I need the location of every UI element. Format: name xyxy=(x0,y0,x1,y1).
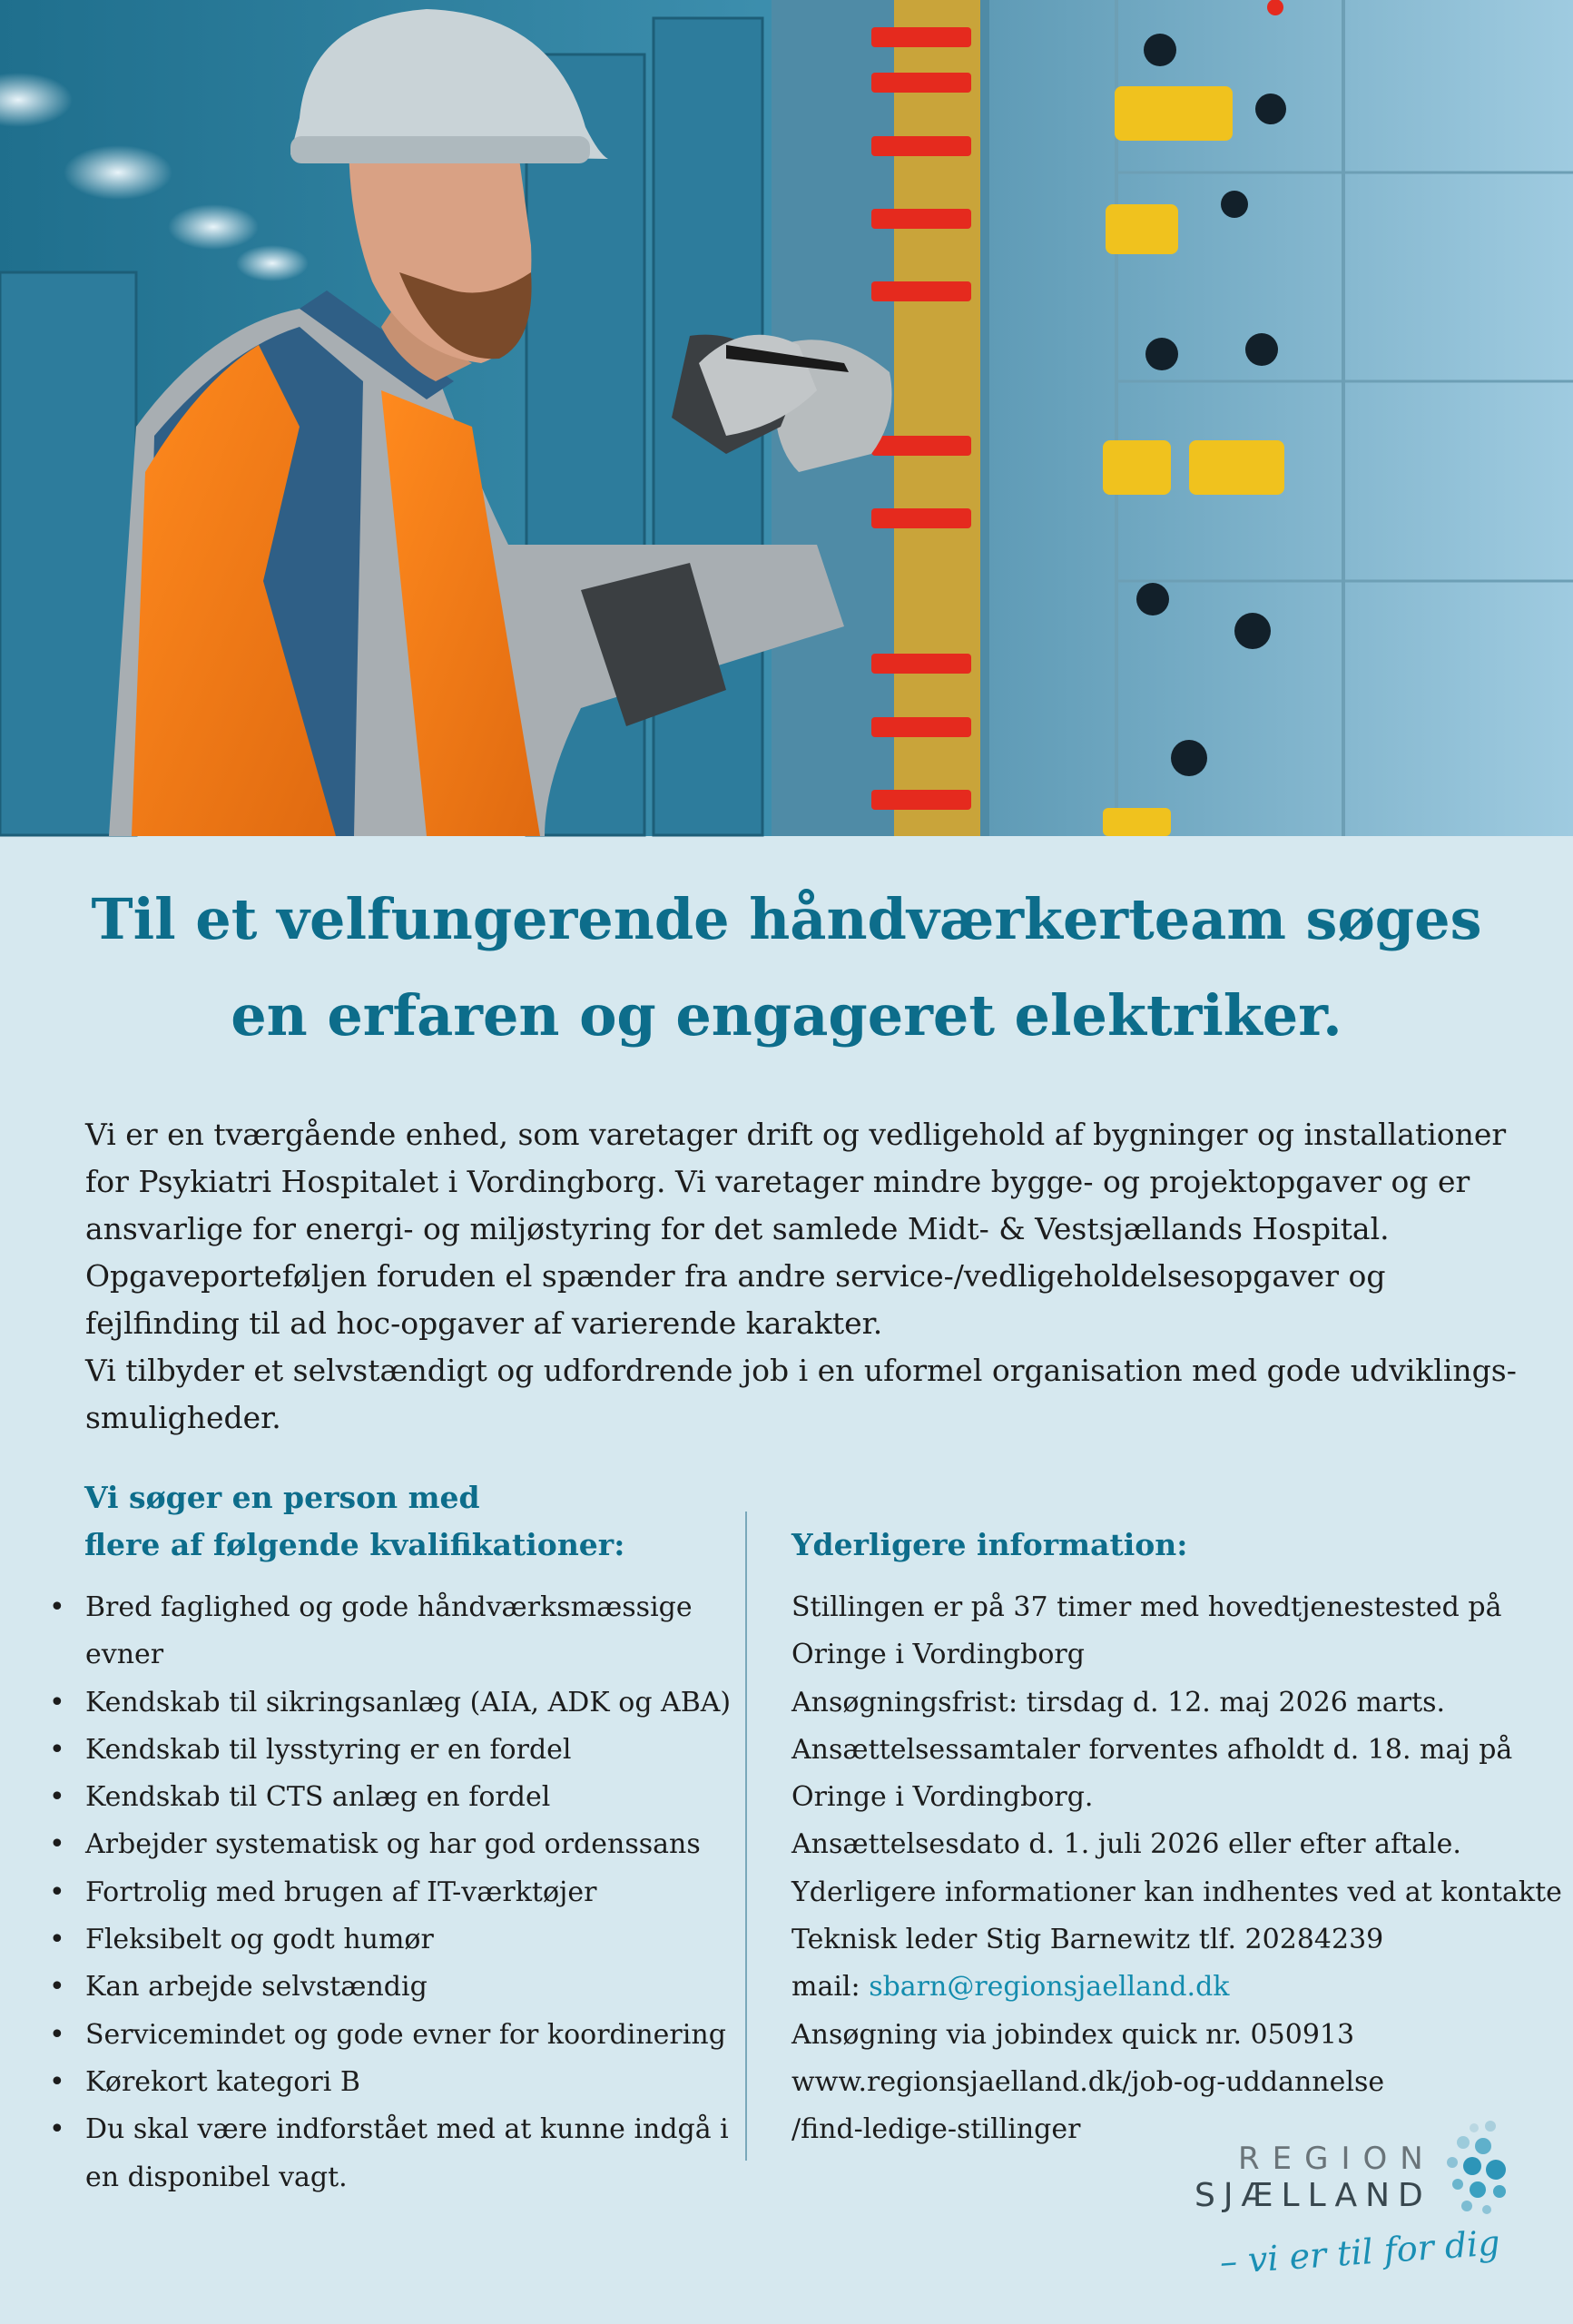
qualifications-list xyxy=(44,1584,742,2201)
info-line: Oringe i Vordingborg xyxy=(791,1639,1085,1671)
bullet-icon: • xyxy=(49,2065,65,2098)
info-line: Oringe i Vordingborg. xyxy=(791,1781,1094,1814)
application-line: Ansøgning via jobindex quick nr. 050913 xyxy=(791,2018,1355,2051)
intro-text xyxy=(85,1111,1519,1442)
headline-line-2: en erfaren og engageret elektriker. xyxy=(231,982,1342,1049)
bullet-icon: • xyxy=(49,2113,65,2146)
qualification-text: Bred faglighed og gode håndværksmæssige evner xyxy=(85,1591,693,1671)
bullet-icon: • xyxy=(49,1781,65,1814)
logo-tagline-text: – vi er til for dig xyxy=(1218,2222,1501,2282)
bullet-icon: • xyxy=(49,1876,65,1908)
logo-dots-icon xyxy=(1430,2115,1525,2233)
column-divider xyxy=(745,1512,747,2161)
info-line: Ansøgningsfrist: tirsdag d. 12. maj 2026 marts. xyxy=(791,1686,1446,1718)
info-line: Teknisk leder Stig Barnewitz tlf. 20284239 xyxy=(791,1924,1384,1956)
info-block xyxy=(791,1584,1562,2154)
qualification-text: Fortrolig med brugen af IT-værktøjer xyxy=(85,1876,597,1908)
info-line: Ansættelsessamtaler forventes afholdt d. 18. maj på xyxy=(791,1733,1513,1766)
qualification-item xyxy=(44,1584,742,1679)
info-heading: Yderligere information: xyxy=(791,1527,1188,1562)
intro-paragraph-1: Vi er en tværgående enhed, som varetager drift og vedligehold af bygninger og installationer for Psykiatri Hospitalet i Vordingborg. Vi varetager mindre bygge- og projektopgaver og er ansvarlige for energi- og miljøstyring for det samlede Midt- & Vestsjællands Hospital. Opgaveporteføljen foruden el spænder fra andre service-/vedligeholdelsesopgaver og fejlfinding til ad hoc-opgaver af varierende karakter. xyxy=(85,1117,1507,1341)
qualifications-heading xyxy=(84,1474,774,1569)
qualification-item xyxy=(44,2106,742,2201)
bullet-icon: • xyxy=(49,1591,65,1623)
logo-tagline xyxy=(1216,2222,1501,2288)
info-line: Stillingen er på 37 timer med hovedtjenestested på xyxy=(791,1591,1502,1623)
logo-sjaelland-text: SJÆLLAND xyxy=(1194,2177,1431,2214)
qualification-text: Servicemindet og gode evner for koordinering xyxy=(85,2018,726,2051)
qualification-item xyxy=(44,1774,742,1821)
qualifications-heading-line-2: flere af følgende kvalifikationer: xyxy=(84,1527,625,1562)
qualification-text: Kørekort kategori B xyxy=(85,2065,360,2098)
intro-paragraph-2: Vi tilbyder et selvstændigt og udfordrende job i en uformel organisation med gode udviklings-smuligheder. xyxy=(85,1353,1517,1435)
qualification-text: Kendskab til sikringsanlæg (AIA, ADK og ABA) xyxy=(85,1686,732,1718)
mail-line xyxy=(791,1964,1545,2011)
qualification-text: Du skal være indforstået med at kunne indgå i en disponibel vagt. xyxy=(85,2113,729,2193)
qualification-item xyxy=(44,1679,742,1727)
qualification-item xyxy=(44,1727,742,1774)
headline-line-1: Til et velfungerende håndværkerteam søges xyxy=(91,886,1482,952)
qualification-text: Kendskab til lysstyring er en fordel xyxy=(85,1733,572,1766)
logo-region-text: REGION xyxy=(1238,2141,1436,2177)
region-sjaelland-logo xyxy=(1180,2115,1525,2297)
qualification-text: Fleksibelt og godt humør xyxy=(85,1924,434,1956)
bullet-icon: • xyxy=(49,1971,65,2004)
qualification-item xyxy=(44,1869,742,1916)
info-line: Yderligere informationer kan indhentes ved at kontakte xyxy=(791,1876,1562,1908)
mail-link[interactable]: sbarn@regionsjaelland.dk xyxy=(869,1971,1230,2004)
info-line: Ansættelsesdato d. 1. juli 2026 eller efter aftale. xyxy=(791,1828,1461,1861)
bullet-icon: • xyxy=(49,1686,65,1718)
bullet-icon: • xyxy=(49,1828,65,1861)
qualification-item xyxy=(44,1916,742,1964)
qualification-item xyxy=(44,1821,742,1868)
mail-label: mail: xyxy=(791,1971,860,2004)
qualification-item xyxy=(44,1964,742,2011)
qualification-item xyxy=(44,2012,742,2059)
bullet-icon: • xyxy=(49,1924,65,1956)
qualification-item xyxy=(44,2059,742,2106)
url-line-1[interactable]: www.regionsjaelland.dk/job-og-uddannelse xyxy=(791,2065,1385,2098)
bullet-icon: • xyxy=(49,1733,65,1766)
qualifications-heading-line-1: Vi søger en person med xyxy=(84,1480,480,1515)
electrician-photo xyxy=(0,0,1573,836)
qualification-text: Kendskab til CTS anlæg en fordel xyxy=(85,1781,551,1814)
qualification-text: Kan arbejde selvstændig xyxy=(85,1971,428,2004)
url-line-2[interactable]: /find-ledige-stillinger xyxy=(791,2113,1081,2146)
qualification-text: Arbejder systematisk og har god ordenssans xyxy=(85,1828,701,1861)
bullet-icon: • xyxy=(49,2018,65,2051)
